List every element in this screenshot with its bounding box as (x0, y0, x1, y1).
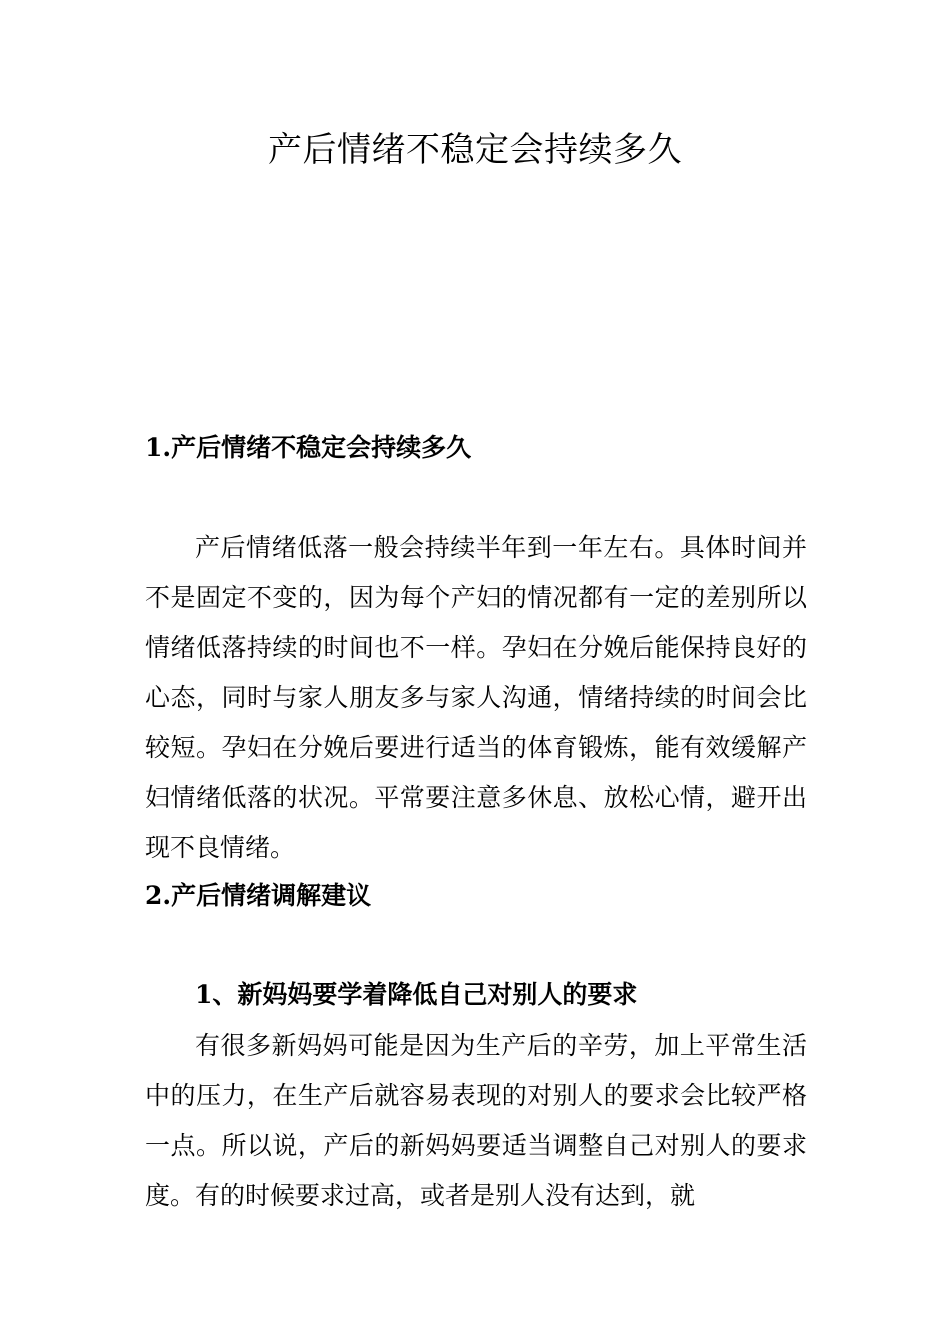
section-2-subheading: 1、新妈妈要学着降低自己对别人的要求 (195, 980, 638, 1009)
document-title: 产后情绪不稳定会持续多久 (268, 130, 682, 170)
section-2-heading: 2.产后情绪调解建议 (145, 881, 372, 910)
section-1-heading: 1.产后情绪不稳定会持续多久 (145, 433, 472, 462)
section-2-paragraph: 有很多新妈妈可能是因为生产后的辛劳，加上平常生活中的压力，在生产后就容易表现的对别人的要求会比较严格一点。所以说，产后的新妈妈要适当调整自己对别人的要求度。有的时候要求过高，或者是别人没有达到，就 (145, 1031, 807, 1210)
section-1-paragraph: 产后情绪低落一般会持续半年到一年左右。具体时间并不是固定不变的，因为每个产妇的情况都有一定的差别所以情绪低落持续的时间也不一样。孕妇在分娩后能保持良好的心态，同时与家人朋友多与家人沟通，情绪持续的时间会比较短。孕妇在分娩后要进行适当的体育锻炼，能有效缓解产妇情绪低落的状况。平常要注意多休息、放松心情，避开出现不良情绪。 (145, 533, 807, 862)
